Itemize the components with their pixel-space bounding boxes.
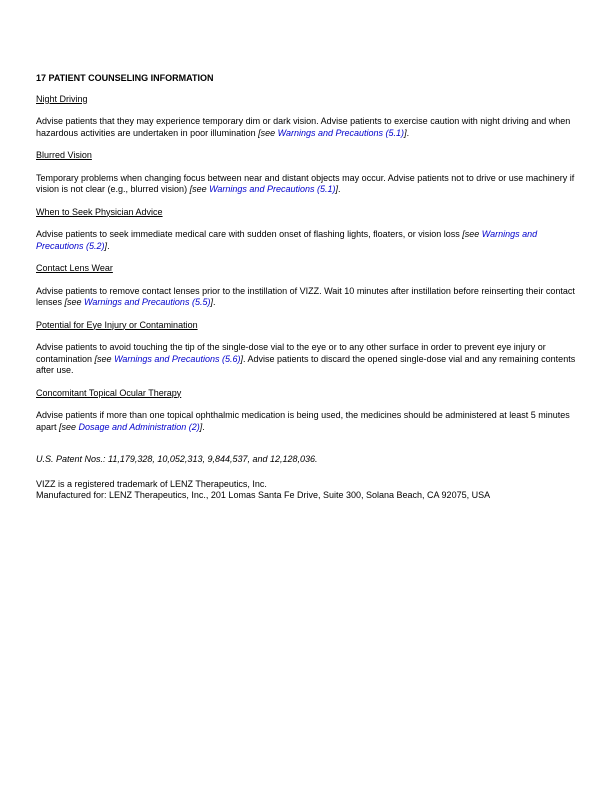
see-suffix: ] xyxy=(199,421,203,432)
section-blurred-vision xyxy=(36,150,576,196)
paragraph-end: . Advise patients to discard the opened single-dose vial and any remaining contents after use. xyxy=(36,353,576,375)
see-suffix: ] xyxy=(404,127,407,138)
section-paragraph xyxy=(36,173,576,196)
see-prefix: [see xyxy=(189,184,210,194)
section-night-driving xyxy=(36,94,576,140)
section-paragraph xyxy=(36,410,576,433)
document-content xyxy=(36,73,576,502)
paragraph-text: Advise patients to avoid touching the tip of the single-dose vial to the eye or to any other surface in order to prevent eye injury or contamination xyxy=(36,342,546,364)
section-physician-advice xyxy=(36,207,576,253)
cross-reference-link[interactable]: Warnings and Precautions (5.6) xyxy=(114,353,241,364)
cross-reference-link[interactable]: Dosage and Administration (2) xyxy=(78,421,200,432)
paragraph-text: Advise patients to remove contact lenses prior to the instillation of VIZZ. Wait 10 minutes after instillation before reinserting their contact lenses xyxy=(36,285,575,307)
paragraph-end: . xyxy=(202,421,205,432)
manufacturer-info: Manufactured for: LENZ Therapeutics, Inc., 201 Lomas Santa Fe Drive, Suite 300, Solana Beach, CA 92075, USA xyxy=(36,490,491,500)
section-paragraph xyxy=(36,116,576,139)
see-prefix: [see xyxy=(258,127,278,138)
section-ocular-therapy xyxy=(36,388,576,434)
cross-reference-link[interactable]: Warnings and Precautions (5.1) xyxy=(277,127,405,138)
section-heading: Potential for Eye Injury or Contamination xyxy=(36,319,198,330)
paragraph-text: Advise patients that they may experience temporary dim or dark vision. Advise patients to exercise caution with night driving and when hazardous activities are undertaken in poor illumination xyxy=(36,116,571,138)
see-suffix: ] xyxy=(240,353,243,364)
paragraph-end: . xyxy=(406,127,410,138)
see-prefix: [see xyxy=(94,353,115,364)
section-heading: Concomitant Topical Ocular Therapy xyxy=(36,387,182,398)
cross-reference-link[interactable]: Warnings and Precautions (5.5) xyxy=(84,297,211,307)
section-title: 17 PATIENT COUNSELING INFORMATION xyxy=(36,73,214,83)
paragraph-text: Advise patients to seek immediate medical care with sudden onset of flashing lights, floaters, or vision loss xyxy=(36,229,463,239)
see-prefix: [see xyxy=(59,421,79,432)
paragraph-end: . xyxy=(212,297,216,307)
paragraph-text: Advise patients if more than one topical ophthalmic medication is being used, the medicines should be administered at least 5 minutes apart xyxy=(36,410,570,432)
see-suffix: ] xyxy=(335,184,338,194)
cross-reference-link[interactable]: Warnings and Precautions (5.2) xyxy=(36,229,538,251)
section-paragraph xyxy=(36,229,576,252)
section-paragraph xyxy=(36,286,576,309)
section-heading: Night Driving xyxy=(36,93,88,104)
see-suffix: ] xyxy=(210,297,213,307)
see-suffix: ] xyxy=(104,240,108,251)
paragraph-end: . xyxy=(107,240,110,251)
see-prefix: [see xyxy=(64,297,85,307)
section-heading: When to Seek Physician Advice xyxy=(36,206,163,217)
cross-reference-link[interactable]: Warnings and Precautions (5.1) xyxy=(209,184,336,194)
paragraph-end: . xyxy=(338,184,341,194)
section-heading: Blurred Vision xyxy=(36,150,92,160)
section-paragraph xyxy=(36,342,576,377)
patent-numbers: U.S. Patent Nos.: 11,179,328, 10,052,313, 9,844,537, and 12,128,036. xyxy=(36,454,318,464)
section-contact-lens xyxy=(36,263,576,309)
trademark-notice: VIZZ is a registered trademark of LENZ Therapeutics, Inc. xyxy=(36,478,267,489)
paragraph-text: Temporary problems when changing focus between near and distant objects may occur. Advise patients not to drive or use machinery if vision is not clear (e.g., blurred vision) xyxy=(36,172,575,194)
section-heading: Contact Lens Wear xyxy=(36,263,113,273)
see-prefix: [see xyxy=(462,229,482,239)
section-eye-injury xyxy=(36,320,576,377)
